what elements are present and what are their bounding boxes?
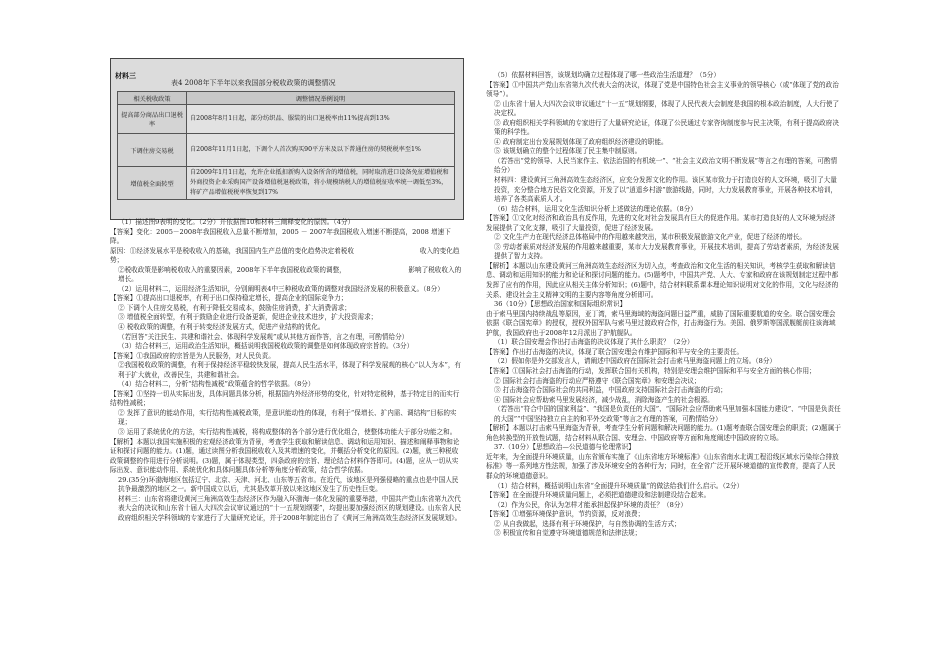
table-row [118,167,455,200]
text-line: 【解析】本题以山东建设黄河三角洲高效生态经济区为切入点，考查政治和文化生活的相关知识，考核学生获取和解读信息、调动和运用知识的能力和论证和探讨问题的能力。(5)题考中，中国共产党、人大、专家和政府在该规划制定过程中都发挥了应有的作用，因此应从相关主体分析知识；(6)题中，结合材料联系课本理论知识说明对文化的作用，文化与经济的关系、建设社会主义精神文明的主要内容等角度分析即可。 [486,261,839,299]
text-line: 材料四：建设黄河三角洲高效生态经济区，应充分发挥文化的作用。该区某市致力于打造良好的人文环境，吸引了大量投资，充分整合地方民俗文化资源，开发了以“逍遥乡村游”旅游线路，同时，大力发展教育事业，开展各种技术培训，培养了各类高素质人才。 [494,176,838,204]
text-line: （4）结合材料二，分析“结构性减税”政策蕴含的哲学依据。（8分） [118,380,315,389]
text-line: ③ 积极宣传和自觉遵守环境道德规范和法律法规； [494,529,642,538]
figure-label: 材料三 [115,72,136,80]
text-line: （2）假如你是外交部发言人，请阐述中国政府在国际社会打击索马里海盗问题上的立场。（8分） [494,357,777,366]
text-line: （1）描述图9表明的变化。（2分）并依据图10和材料三阐释变化的原因。（4分） [118,218,355,226]
text-line: （若答出“符合中国的国家利益”、“我国是负责任的大国”、“国际社会应帮助索马里加强本国能力建设”、“中国是负责任的大国”“中国坚持独立自主的和平外交政策”等言之有理的答案，可酌情给分） [494,405,841,423]
text-line: ③ 劳动者素质对经济发展的作用越来越重要，某市大力发展教育事业，开展技术培训，提高了劳动者素质，为经济发展提供了智力支持。 [494,242,839,261]
policy-table [117,91,455,200]
text-line: 【答案】在全面提升环境质量问题上，必须把道德建设和法制建设结合起来。 [486,491,711,500]
policy-cell: 增值税全面转型 [118,167,187,200]
text-line: 【答案】作出打击海盗的决议，体现了联合国安理会有维护国际和平与安全的主要责任。 [486,347,744,356]
text-line: （2）作为公民，你认为怎样才能承担起保护环境的责任？（8分） [494,500,688,509]
table-row [118,105,455,134]
figure-caption: 表4 2008年下半年以来我国部分税收政策的调整情况 [171,79,336,87]
text-line: 由于索马里国内持续战乱等原因，亚丁湾，索马里海域的海盗问题日益严重，威胁了国际重要航道的安全。联合国安理会依据《联合国宪章》的授权，授权外国军队与索马里过渡政府合作，打击海盗行为。美国、俄罗斯等国派舰艇前往该海域护航，我国政府也于2008年12月派出了护航舰队。 [486,309,836,337]
text-line: ④ 税收政策的调整，有利于转变经济发展方式，促进产业结构的优化。 [118,323,325,332]
text-line: （1）联合国安理会作出打击海盗的决议体现了其什么职责？（2分） [494,338,694,347]
text-line: 【解析】本题以打击索马里海盗为背景，考查学生分析问题和解决问题的能力。(1)题考查联合国安理会的职责；(2)题属于角色转换型的开放性试题，结合材料从联合国、安理会、中国政府等方面和角度阐述中国政府的立场。 [486,424,841,442]
text-line: 【答案】①我国政府的宗旨是为人民服务，对人民负责。 [110,351,275,360]
text-line: ④ 政府制定出台发展规划体现了政府组织经济建设的职能。 [494,137,668,146]
text-line: ② 国际社会打击海盗的行动应严格遵守《联合国宪章》和安理会决议； [494,376,701,385]
text-line: （5）依据材料回答，该规划均确立过程体现了哪一些政治生活道理？（5分） [494,71,720,79]
policy-cell: 提高部分商品出口退税率 [118,105,187,134]
text-line: ②我国税收政策的调整，有利于保持经济平稳较快发展，提高人民生活水平，体现了科学发展观的核心“以人为本”，有利于扩大就业，改善民生，共建和谐社会。 [118,361,462,379]
policy-cell: 下调住房交易税 [118,134,187,167]
text-line: ③ 政府组织相关学科领域的专家进行了大量研究论证，体现了公民通过专家咨询制度参与民主决策，有利于提高政府决策的科学性。 [494,118,839,137]
text-line: ② 山东省十届人大四次会议审议通过“十一五”规划纲要，体现了人民代表大会制度是我国的根本政治制度，人大行使了决定权。 [494,99,840,118]
text-line: ② 下调个人住房交易税，有利于降低交易成本，鼓励住房消费，扩大消费需求； [118,303,351,312]
text-line: ③ 增值税全面转型，有利于鼓励企业进行设备更新，促进企业技术进步，扩大投资需求； [118,313,378,322]
text-line: （6）结合材料，运用文化生活知识分析上述做法的理论依据。（8分） [494,204,697,213]
text-line: ③ 运用了系统优化的方法，实行结构性减税，将构成整体的各个部分进行优化组合，使整体功能大于部分功能之和。 [118,428,457,437]
text-line: 【答案】①坚持一切从实际出发，具体问题具体分析，根据国内外经济形势的变化，针对特定税种，基于特定目的而实行结构性减税； [110,389,460,408]
text-line: 37.（10分）【思想政治—公民道德与伦理常识】 [494,443,635,452]
right-column [486,71,842,539]
text-line: 【答案】①国际社会打击海盗的行动，发挥联合国有关机构，特别是安理会维护国际和平与安全方面的核心作用； [486,366,816,375]
table-header: 相关税收政策 [118,92,187,105]
text-line: 【解析】本题以我国实施积极的宏观经济政策为背景，考查学生获取和解读信息、调动和运用知识、描述和阐释事物和论证和探讨问题的能力。(1)题，通过读图分析我国税收收入及其增速的变化，并概括分析变化的原因。(2)题，就三种税收政策调整的作用进行分析说明。(3)题，属于体现类型，四条政府的宗旨、理论结合材料作答即可。(4)题，应从一切从实际出发、意识能动作用、系统优化和具体问题具体分析等角度分析政策，结合哲学依据。 [110,437,460,475]
text-line: 原因：①经济发展水平是税收收入的基础，我国国内生产总值的变化趋势决定着税收 收入的变化趋势； [110,246,460,265]
detail-cell: 自2009年1月1日起，允许企业抵扣新购入设备所含的增值税，同时取消进口设备免征增值税和外商投资企业采购国产设备增值税退税政策，将小规模纳税人的增值税征收率统一调低至3%，将矿产品增值税税率恢复到17% [187,167,455,200]
left-column [110,218,462,524]
table-row [118,134,455,167]
text-line: （2）运用材料二，运用经济生活知识，分别阐明表4中三种税收政策的调整对我国经济发展的积极意义。（8分） [118,284,444,293]
text-line: （1）结合材料，概括说明山东省“全面提升环境质量”的做法给我们什么启示。（2分） [494,481,744,490]
text-line: 【答案】①增强环境保护意识，节约资源，反对浪费； [486,510,645,519]
text-line: ② 从自我做起，选择有利于环境保护，与自然协调的生活方式； [494,519,681,528]
text-line: 【答案】①文化对经济和政治具有反作用，先进的文化对社会发展具有巨大的促进作用。某市打造良好的人文环境为经济发展提供了文化支撑，吸引了大量投资，促进了经济发展。 [486,214,836,232]
text-line: 【答案】①提高出口退税率，有利于出口保持稳定增长，提高企业的国际竞争力； [110,294,348,303]
detail-cell: 自2008年8月1日起，部分纺织品、服装的出口退税率由11%提高到13% [187,105,455,134]
text-line: 36（10分）【思想政治国家和国际组织常识】 [494,300,627,309]
table-figure [110,58,464,220]
text-line: 材料三：山东省将建设黄河三角洲高效生态经济区作为融入环渤海一体化发展的重要举措，中国共产党山东省第九次代表大会的决议和山东省十届人大四次会议审议通过的“十一五规划纲要”，均提出要加强经济区的规划建设。山东省人民政府组织相关学科领域的专家进行了大量研究论证，并于2008年制定出台了《黄河三角洲高效生态经济区发展规划》。 [118,494,462,522]
text-line: 【答案】变化：2005－2008年我国税收入总量不断增加，2005 － 2007年我国税收入增速不断提高，2008 增速下降。 [110,227,451,246]
text-line: （若回答“关注民生、共建和谐社会、体现科学发展观”或从其他方面作答，言之有理，可酌情给分） [118,332,409,341]
text-line: ② 文化生产力在现代经济总体格局中的作用越来越突出，某市积极发展旅游文化产业，促进了经济的增长。 [494,233,807,242]
text-line: （3）结合材料三，运用政治生活知识，概括说明我国税收政策的调整是如何体现政府宗旨的。（3分） [118,342,414,351]
text-line: ④ 国际社会应帮助索马里发展经济，减少战乱，消除海盗产生的社会根源。 [494,395,714,404]
text-line: ②税收政策是影响税收收入的重要因素，2008年下半年我国税收政策的调整， 影响了税收收入的增长。 [118,265,462,284]
text-line: （若答出“党的领导、人民当家作主、依法治国的有机统一”、“社会主义政治文明不断发展”等言之有理的答案，可酌情给分） [494,156,838,175]
text-line: 【答案】①中国共产党山东省第九次代表大会的决议，体现了党是中国特色社会主义事业的领导核心（或“体现了党的政治领导”）。 [486,80,839,99]
table-header: 调整情况举例说明 [187,92,455,105]
detail-cell: 自2008年11月1日起，下调个人首次购买90平方米及以下普通住房的契税税率至1% [187,134,455,167]
text-line: ③ 打击海盗符合国际社会的共同利益，中国政府支持国际社会打击海盗的行动； [494,386,727,395]
text-line: 29.(35分)环渤海地区包括辽宁、北京、天津、河北、山东等五省市。在近代，该地区是列强侵略的重点也是中国人民抗争最激烈的地区之一。新中国成立以后，尤其是改革开放以来这地区发生了历史性巨变。 [118,475,459,494]
text-line: ② 发挥了意识的能动作用，实行结构性减税政策，是意识能动性的体现，有利于“保增长、扩内需、调结构”目标的实现； [118,408,457,427]
text-line: 近年来，为全面提升环境质量，山东省颁布实施了《山东省地方环境标准》《山东省南水北调工程沿线区域水污染综合排放标准》等一系列地方性法规，加强了涉及环境安全的各种行为；同时，在全省广泛开展环境道德的宣传教育，提高了人民群众的环境道德意识。 [486,452,839,480]
text-line: ⑤ 该规划确立的整个过程体现了民主集中制原则。 [494,147,642,156]
